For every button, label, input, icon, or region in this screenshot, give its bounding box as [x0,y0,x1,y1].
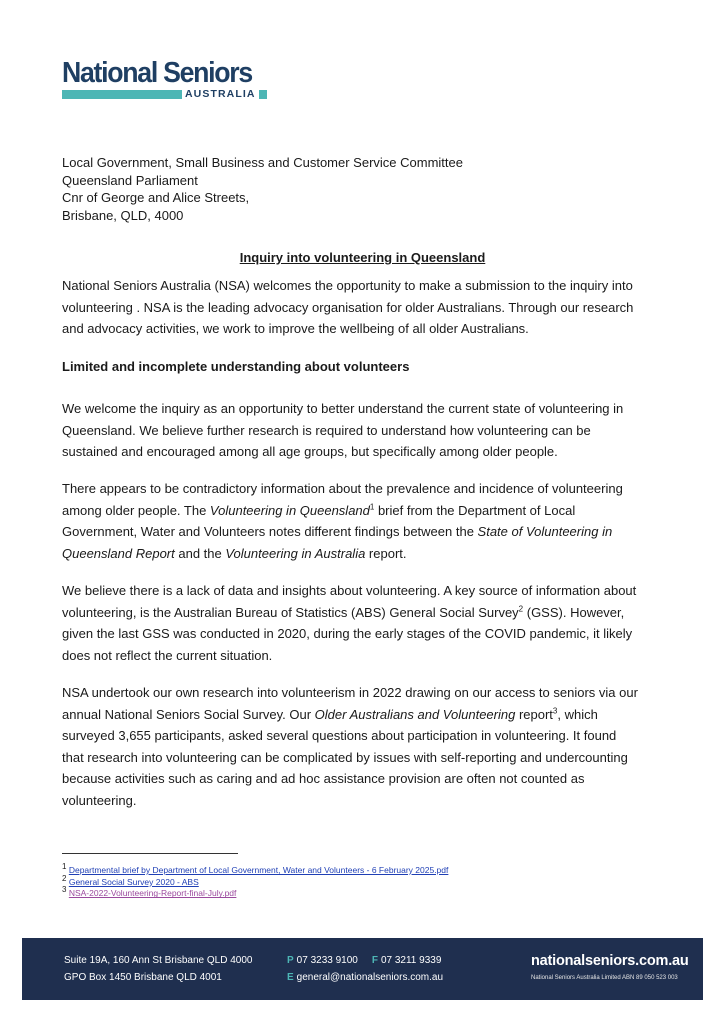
text-line: National Seniors Australia (NSA) welcomes the opportunity to make a submission to the inquiry into [62,278,633,293]
text-run: report. [365,545,407,561]
text-line: volunteering . NSA is the leading advocacy organisation for older Australians. Through our research [62,299,634,315]
fax-number: 07 3211 9339 [380,955,442,966]
report-title-italic: Volunteering in Australia [225,545,366,561]
footnote-item [62,885,448,900]
text-line: sustained and encouraged among all age groups, but specifically among older people. [62,444,558,459]
logo-underline [62,89,269,100]
footnote-link[interactable]: General Social Survey 2020 - ABS [68,876,199,887]
address-line: Local Government, Small Business and Customer Service Committee [62,155,463,170]
footnote-item [62,873,448,889]
footer-address [64,953,252,986]
text-line: and advocacy activities, we work to improve the wellbeing of all older Australians. [62,321,529,336]
text-run: among older people. The [62,502,210,518]
report-title-italic: State of Volunteering in [477,524,613,539]
text-run: (GSS). However, [523,604,625,620]
text-run: volunteering, is the Australian Bureau of Statistics (ABS) General Social Survey [62,604,519,620]
footer-email-line [287,970,443,987]
text-run: annual National Seniors Social Survey. Our [62,706,315,722]
page-footer [22,938,703,1000]
footnote-ref: 1 [369,502,375,512]
text-line: because activities such as caring and ad hoc assistance provision are often not counted as [62,771,585,786]
phone-label: P [287,955,294,966]
footnote-ref: 3 [552,706,558,716]
text-line [62,543,623,565]
email-address[interactable]: general@nationalseniors.com.au [296,971,444,983]
text-line [62,500,623,522]
paragraph-1 [62,398,623,463]
text-line: We believe there is a lack of data and insights about volunteering. A key source of information about [62,583,637,598]
address-line: Queensland Parliament [62,172,198,188]
text-line [62,704,638,726]
paragraph-3 [62,580,636,666]
logo-bar-left [62,90,182,99]
fax-label: F [371,955,378,966]
section-heading [62,356,409,378]
paragraph-2 [62,478,623,564]
footnote-divider [62,853,238,854]
address-line: Cnr of George and Alice Streets, [62,190,250,205]
report-title-italic: Queensland Report [62,545,175,561]
footnote-item [62,862,449,877]
footer-contact [287,953,443,986]
document-title: Inquiry into volunteering in Queensland [239,250,486,265]
website-link[interactable]: nationalseniors.com.au [531,953,689,969]
text-run: report [515,706,553,722]
text-line: does not reflect the current situation. [62,647,273,663]
footnote-number: 3 [62,885,67,895]
footnote-number: 2 [62,873,67,883]
logo-bar-right [259,90,267,99]
text-line: that research into volunteering can be complicated by issues with self-reporting and undercounting [62,749,628,765]
footnote-link[interactable]: NSA-2022-Volunteering-Report-final-July.pdf [68,888,237,899]
footer-phone-fax [287,953,443,970]
report-title-italic: Volunteering in Queensland [209,502,370,518]
footnote-link[interactable]: Departmental brief by Department of Local Government, Water and Volunteers - 6 February 2025.pdf [68,865,449,875]
text-run: and the [174,545,226,561]
text-run: , which [557,706,598,722]
footnote-ref: 2 [518,604,524,614]
text-run: brief from the Department of Local [374,502,576,518]
footnotes [62,862,449,900]
text-run: Government, Water and Volunteers notes different findings between the [62,524,478,539]
phone-number: 07 3233 9100 [296,955,358,966]
text-line: NSA undertook our own research into volunteerism in 2022 drawing on our access to seniors via our [62,685,638,700]
text-line [62,602,636,624]
text-line: volunteering. [62,792,137,808]
recipient-address [62,154,463,224]
footer-postal-address: GPO Box 1450 Brisbane QLD 4001 [64,971,222,983]
national-seniors-logo [62,58,272,102]
text-line: We welcome the inquiry as an opportunity to better understand the current state of volunteering in [62,401,624,416]
address-line: Brisbane, QLD, 4000 [62,207,184,223]
report-title-italic: Older Australians and Volunteering [314,706,516,722]
heading-text: Limited and incomplete understanding about volunteers [62,359,410,374]
logo-subtitle: AUSTRALIA [185,88,256,100]
text-line: given the last GSS was conducted in 2020, during the early stages of the COVID pandemic, it likely [62,626,633,641]
text-line [62,521,623,543]
text-line: There appears to be contradictory information about the prevalence and incidence of volunteering [62,481,623,496]
footer-street-address: Suite 19A, 160 Ann St Brisbane QLD 4000 [64,955,253,966]
paragraph-4 [62,682,638,811]
intro-paragraph [62,275,633,340]
text-line: Queensland. We believe further research is required to understand how volunteering can be [62,422,591,438]
abn-text: National Seniors Australia Limited ABN 89 050 523 003 [531,975,678,981]
text-line: surveyed 3,655 participants, asked several questions about participation in volunteering. It found [62,728,617,743]
logo-wordmark: National Seniors [62,57,252,89]
footnote-number: 1 [62,862,67,872]
email-label: E [287,971,294,983]
